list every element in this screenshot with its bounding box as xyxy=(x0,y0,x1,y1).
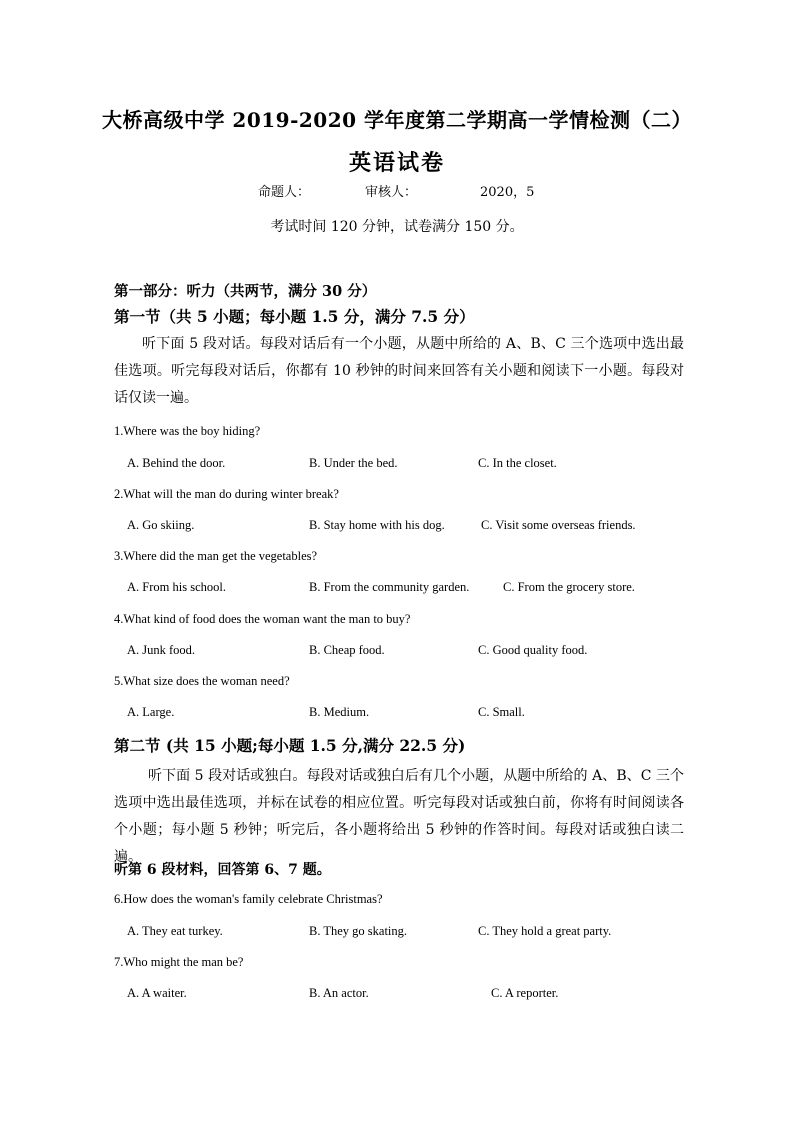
question-3-option-c: C. From the grocery store. xyxy=(503,580,635,594)
setter-label: 命题人： xyxy=(258,185,311,200)
question-5-option-b: B. Medium. xyxy=(309,705,370,719)
part1-title: 第一部分：听力（共两节，满分 30 分） xyxy=(114,283,377,300)
question-7: 7.Who might the man be? xyxy=(114,955,244,969)
exam-date: 2020，5 xyxy=(480,185,535,200)
question-7-option-c: C. A reporter. xyxy=(491,986,559,1000)
question-2-option-b: B. Stay home with his dog. xyxy=(309,518,445,532)
question-2-option-a: A. Go skiing. xyxy=(127,518,195,532)
question-1-option-b: B. Under the bed. xyxy=(309,456,398,470)
material-6-label: 听第 6 段材料，回答第 6、7 题。 xyxy=(114,862,331,878)
section2-instructions: 听下面 5 段对话或独白。每段对话或独白后有几个小题，从题中所给的 A、B、C 三个选项中选出最佳选项，并标在试卷的相应位置。听完每段对话或独白前，你将有时间阅读各个小题；每小题 5 秒钟；听完后，各小题将给出 5 秒钟的作答时间。每段对话或独白读二遍。 xyxy=(114,768,684,865)
question-1: 1.Where was the boy hiding? xyxy=(114,424,261,438)
question-6-option-c: C. They hold a great party. xyxy=(478,924,612,938)
question-5: 5.What size does the woman need? xyxy=(114,674,290,688)
question-6: 6.How does the woman's family celebrate Christmas? xyxy=(114,892,383,906)
exam-info: 考试时间 120 分钟，试卷满分 150 分。 xyxy=(270,219,524,235)
reviewer-label: 审核人： xyxy=(365,185,418,200)
question-4: 4.What kind of food does the woman want the man to buy? xyxy=(114,612,411,626)
question-6-option-b: B. They go skating. xyxy=(309,924,408,938)
section1-instructions: 听下面 5 段对话。每段对话后有一个小题，从题中所给的 A、B、C 三个选项中选出最佳选项。听完每段对话后，你都有 10 秒钟的时间来回答有关小题和阅读下一小题。每段对话仅读一遍。 xyxy=(114,336,684,406)
question-2: 2.What will the man do during winter break? xyxy=(114,487,339,501)
exam-subtitle: 英语试卷 xyxy=(348,150,445,176)
question-3-option-a: A. From his school. xyxy=(127,580,226,594)
question-1-option-a: A. Behind the door. xyxy=(127,456,226,470)
question-4-option-c: C. Good quality food. xyxy=(478,643,588,657)
question-6-option-a: A. They eat turkey. xyxy=(127,924,223,938)
question-4-option-b: B. Cheap food. xyxy=(309,643,385,657)
question-3-option-b: B. From the community garden. xyxy=(309,580,470,594)
question-3: 3.Where did the man get the vegetables? xyxy=(114,549,318,563)
question-5-option-c: C. Small. xyxy=(478,705,525,719)
question-7-option-a: A. A waiter. xyxy=(127,986,187,1000)
question-2-option-c: C. Visit some overseas friends. xyxy=(481,518,636,532)
question-1-option-c: C. In the closet. xyxy=(478,456,557,470)
exam-title: 大桥高级中学 2019-2020 学年度第二学期高一学情检测（二） xyxy=(101,108,693,132)
question-5-option-a: A. Large. xyxy=(127,705,175,719)
section1-title: 第一节（共 5 小题；每小题 1.5 分，满分 7.5 分） xyxy=(114,307,475,326)
section2-title: 第二节 (共 15 小题;每小题 1.5 分,满分 22.5 分) xyxy=(114,736,466,755)
question-7-option-b: B. An actor. xyxy=(309,986,369,1000)
question-4-option-a: A. Junk food. xyxy=(127,643,196,657)
